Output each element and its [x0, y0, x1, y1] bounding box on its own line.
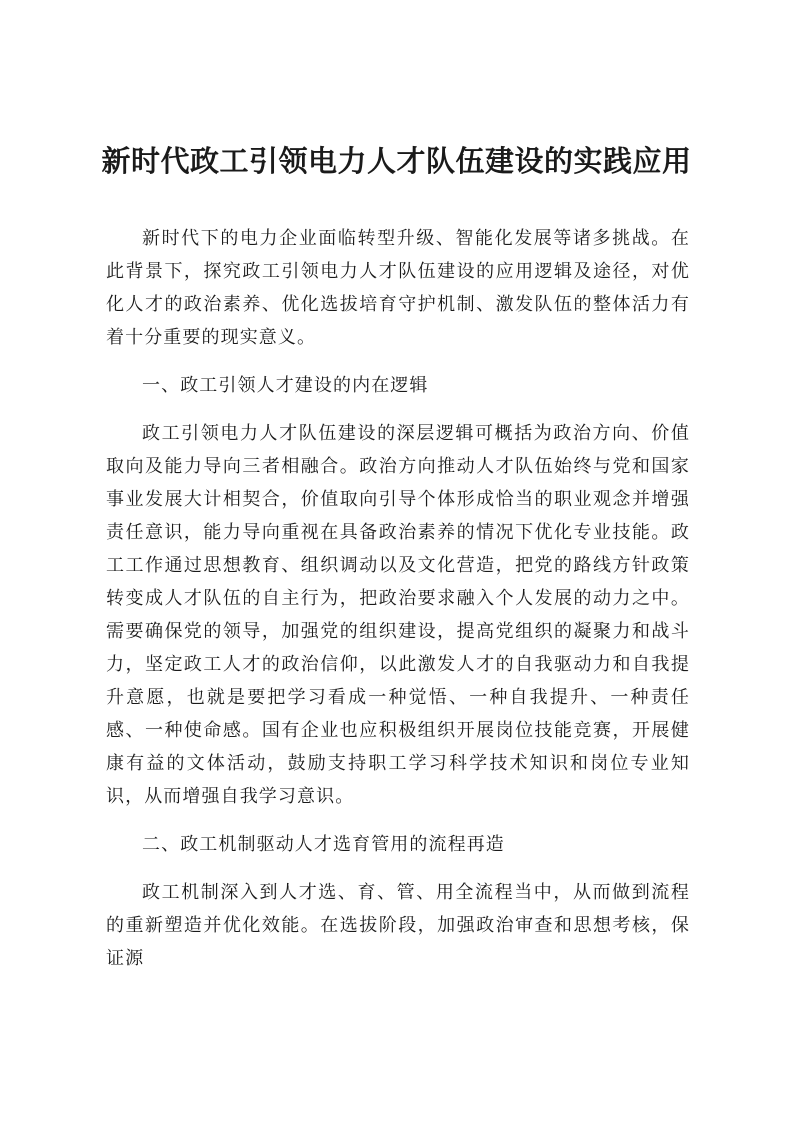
section-2-paragraph: 政工机制深入到人才选、育、管、用全流程当中，从而做到流程的重新塑造并优化效能。在选拔阶段，加强政治审查和思想考核，保证源: [106, 882, 690, 969]
section-1-paragraph: 政工引领电力人才队伍建设的深层逻辑可概括为政治方向、价值取向及能力导向三者相融合。政治方向推动人才队伍始终与党和国家事业发展大计相契合，价值取向引导个体形成恰当的职业观念并增强责任意识，能力导向重视在具备政治素养的情况下优化专业技能。政工工作通过思想教育、组织调动以及文化营造，把党的路线方针政策转变成人才队伍的自主行为，把政治要求融入个人发展的动力之中。需要确保党的领导，加强党的组织建设，提高党组织的凝聚力和战斗力，坚定政工人才的政治信仰，以此激发人才的自我驱动力和自我提升意愿，也就是要把学习看成一种觉悟、一种自我提升、一种责任感、一种使命感。国有企业也应积极组织开展岗位技能竞赛，开展健康有益的文体活动，鼓励支持职工学习科学技术知识和岗位专业知识，从而增强自我学习意识。: [106, 423, 690, 807]
section-heading-2: 二、政工机制驱动人才选育管用的流程再造: [142, 834, 505, 855]
intro-paragraph: 新时代下的电力企业面临转型升级、智能化发展等诸多挑战。在此背景下，探究政工引领电力人才队伍建设的应用逻辑及途径，对优化人才的政治素养、优化选拔培育守护机制、激发队伍的整体活力有着十分重要的现实意义。: [106, 228, 690, 348]
document-title: 新时代政工引领电力人才队伍建设的实践应用: [101, 144, 692, 178]
document-body: [106, 222, 690, 969]
section-heading-1: 一、政工引领人才建设的内在逻辑: [142, 375, 429, 396]
